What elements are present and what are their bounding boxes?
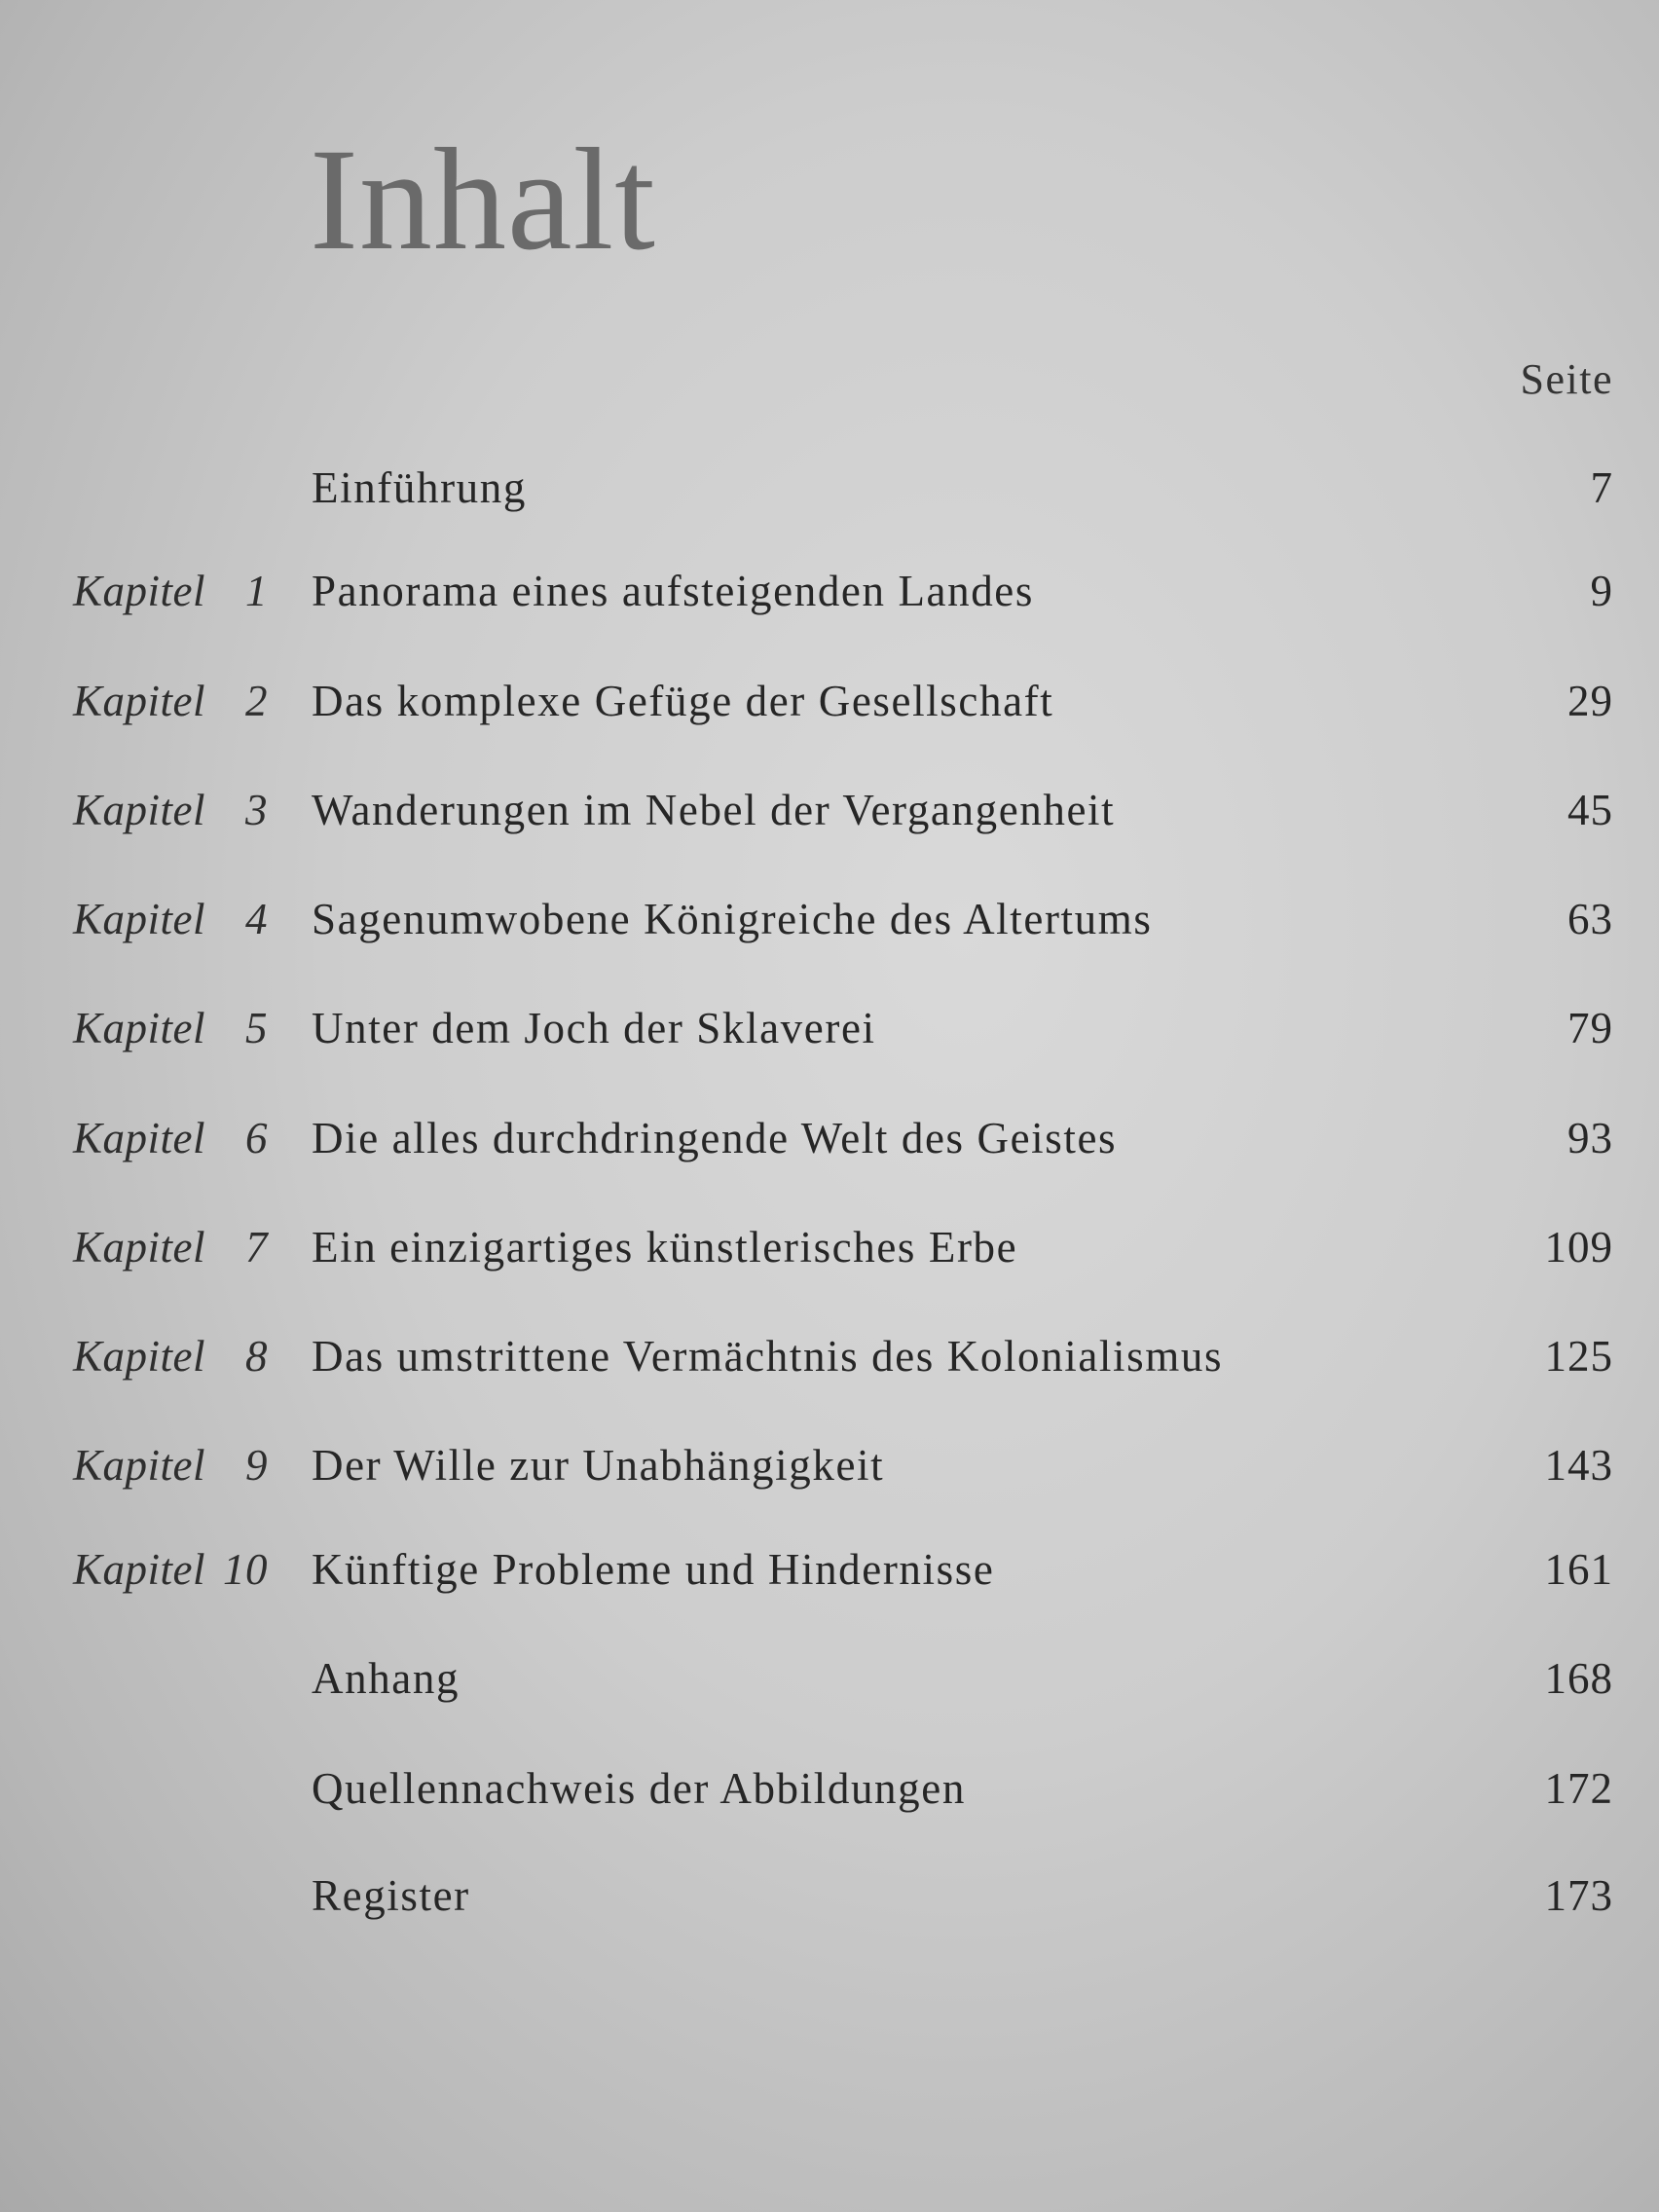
chapter-label: Kapitel 6 [73, 1114, 268, 1162]
entry-title: Das komplexe Gefüge der Gesellschaft [312, 677, 1054, 725]
chapter-label: Kapitel 2 [73, 677, 268, 725]
page-column-label: Seite [1520, 355, 1613, 403]
entry-page-number: 125 [1544, 1332, 1613, 1381]
chapter-label [73, 454, 268, 522]
entry-title: Register [312, 1871, 470, 1920]
toc-entry-chapter-8 [0, 1322, 1659, 1390]
entry-title: Das umstrittene Vermächtnis des Kolonialismus [312, 1332, 1224, 1381]
chapter-label: Kapitel 8 [73, 1332, 268, 1381]
entry-title: Anhang [312, 1654, 461, 1703]
entry-page-number: 79 [1567, 1004, 1613, 1052]
toc-entry-chapter-4 [0, 885, 1659, 953]
entry-title: Unter dem Joch der Sklaverei [312, 1004, 876, 1052]
chapter-label: Kapitel 9 [73, 1441, 268, 1490]
entry-title: Sagenumwobene Königreiche des Altertums [312, 895, 1153, 943]
chapter-label: Kapitel 7 [73, 1223, 268, 1272]
entry-page-number: 63 [1567, 895, 1613, 943]
entry-title: Quellennachweis der Abbildungen [312, 1764, 966, 1813]
entry-page-number: 172 [1544, 1764, 1613, 1813]
entry-page-number: 143 [1544, 1441, 1613, 1490]
toc-entry-chapter-3 [0, 776, 1659, 844]
entry-title: Der Wille zur Unabhängigkeit [312, 1441, 885, 1490]
toc-entry-chapter-6 [0, 1104, 1659, 1172]
toc-entry-chapter-1 [0, 557, 1659, 625]
entry-title: Ein einzigartiges künstlerisches Erbe [312, 1223, 1018, 1272]
entry-page-number: 7 [1590, 463, 1613, 512]
chapter-label: Kapitel 5 [73, 1004, 268, 1052]
toc-entry-chapter-2 [0, 667, 1659, 735]
chapter-label: Kapitel 1 [73, 567, 268, 615]
entry-page-number: 45 [1567, 786, 1613, 834]
entry-page-number: 29 [1567, 677, 1613, 725]
toc-entry-image-credits [0, 1754, 1659, 1823]
chapter-label [73, 1862, 268, 1930]
entry-page-number: 93 [1567, 1114, 1613, 1162]
chapter-label: Kapitel 10 [73, 1545, 268, 1594]
toc-entry-chapter-9 [0, 1431, 1659, 1499]
entry-title: Einführung [312, 463, 527, 512]
toc-entry-introduction [0, 454, 1659, 522]
chapter-label [73, 1644, 268, 1713]
toc-entry-chapter-7 [0, 1213, 1659, 1281]
toc-entry-chapter-10 [0, 1535, 1659, 1604]
entry-page-number: 9 [1590, 567, 1613, 615]
chapter-label: Kapitel 3 [73, 786, 268, 834]
entry-title: Künftige Probleme und Hindernisse [312, 1545, 995, 1594]
chapter-label [73, 1754, 268, 1823]
entry-title: Die alles durchdringende Welt des Geistes [312, 1114, 1118, 1162]
entry-title: Wanderungen im Nebel der Vergangenheit [312, 786, 1116, 834]
entry-page-number: 109 [1544, 1223, 1613, 1272]
entry-page-number: 168 [1544, 1654, 1613, 1703]
entry-page-number: 173 [1544, 1871, 1613, 1920]
page-title: Inhalt [310, 119, 656, 280]
toc-entry-appendix [0, 1644, 1659, 1713]
entry-title: Panorama eines aufsteigenden Landes [312, 567, 1034, 615]
toc-entry-chapter-5 [0, 994, 1659, 1062]
entry-page-number: 161 [1544, 1545, 1613, 1594]
chapter-label: Kapitel 4 [73, 895, 268, 943]
toc-entry-index [0, 1862, 1659, 1930]
